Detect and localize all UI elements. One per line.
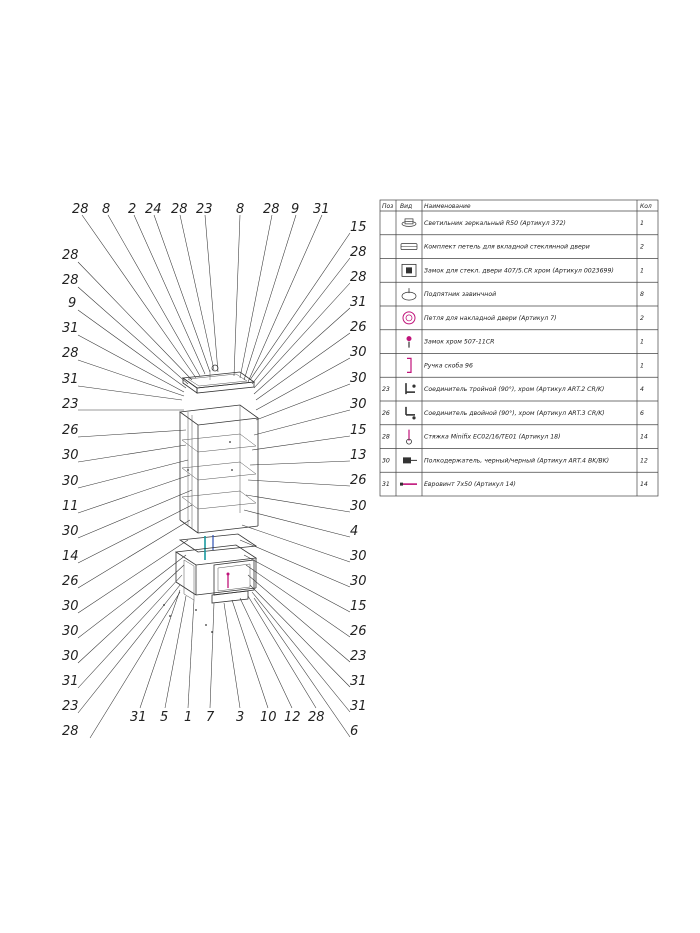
overlay-hinge-icon (403, 312, 415, 324)
row-qty: 2 (640, 314, 644, 322)
chrome-lock-icon (407, 336, 412, 348)
callout-label: 23 (62, 699, 79, 714)
callout-label: 30 (62, 524, 79, 539)
callout-label: 7 (206, 710, 215, 725)
callout-label: 1 (184, 710, 193, 725)
row-name: Замок хром 507-11CR (424, 338, 495, 346)
callout-label: 3 (236, 710, 245, 725)
callout-label: 31 (130, 710, 147, 725)
row-name: Подпятник завинчной (424, 291, 497, 299)
row-qty: 2 (640, 243, 644, 251)
row-qty: 6 (640, 409, 644, 417)
callout-label: 28 (62, 248, 79, 263)
row-qty: 1 (640, 219, 644, 227)
callout-label: 30 (62, 448, 79, 463)
callout-label: 28 (308, 710, 325, 725)
callout-label: 30 (62, 474, 79, 489)
callout-label: 28 (263, 202, 280, 217)
callout-label: 13 (350, 448, 367, 463)
callout-label: 8 (102, 202, 111, 217)
callout-label: 28 (171, 202, 188, 217)
callout-label: 30 (62, 649, 79, 664)
row-pos: 26 (382, 409, 390, 417)
exploded-cabinet-drawing (163, 365, 258, 633)
callout-label: 5 (160, 710, 169, 725)
callout-label: 14 (62, 549, 79, 564)
callout-label: 30 (350, 499, 367, 514)
callout-label: 30 (350, 549, 367, 564)
table-header-view: Вид (400, 203, 413, 210)
row-qty: 14 (640, 433, 648, 441)
callout-label: 24 (145, 202, 162, 217)
callout-label: 26 (350, 320, 367, 335)
callout-label: 31 (62, 674, 79, 689)
callout-label: 23 (350, 649, 367, 664)
double-connector-icon (406, 407, 416, 420)
table-header-name: Наименование (424, 203, 471, 210)
callout-label: 6 (350, 724, 359, 739)
callout-label: 31 (62, 372, 79, 387)
callout-label: 26 (62, 423, 79, 438)
callout-label: 15 (350, 220, 367, 235)
table-header-qty: Кол (640, 203, 652, 210)
table-row (382, 407, 644, 420)
callout-label: 8 (236, 202, 245, 217)
callout-label: 30 (350, 397, 367, 412)
callout-label: 2 (128, 202, 137, 217)
leader-lines (78, 215, 350, 738)
row-pos: 30 (382, 457, 390, 465)
callout-label: 31 (62, 321, 79, 336)
table-row (402, 219, 644, 227)
row-qty: 4 (640, 386, 644, 394)
row-pos: 23 (382, 386, 390, 394)
callouts-left (62, 248, 79, 739)
callout-label: 31 (313, 202, 330, 217)
row-name: Соединитель тройной (90°), хром (Артикул ART.2 CR/K) (424, 386, 605, 394)
callout-label: 31 (350, 295, 367, 310)
row-name: Соединитель двойной (90°), хром (Артикул ART.3 CR/K) (424, 409, 605, 417)
callout-label: 28 (72, 202, 89, 217)
callout-label: 28 (62, 346, 79, 361)
glass-hinge-icon (401, 244, 417, 250)
callout-label: 23 (62, 397, 79, 412)
callout-label: 23 (196, 202, 213, 217)
callout-label: 12 (284, 710, 301, 725)
shelf-holder-icon (403, 457, 417, 463)
table-row (403, 312, 644, 324)
row-pos: 28 (382, 433, 390, 441)
callouts-top (72, 202, 330, 217)
callout-label: 11 (62, 499, 79, 514)
callout-label: 15 (350, 599, 367, 614)
row-qty: 8 (640, 291, 644, 299)
triple-connector-icon (406, 383, 416, 394)
shelf-support-icon (402, 288, 416, 300)
row-name: Замок для стекл. двери 407/5.CR хром (Артикул 0023699) (424, 267, 614, 275)
recessed-light-icon (402, 219, 416, 227)
row-qty: 14 (640, 481, 648, 489)
table-row (407, 358, 644, 372)
bracket-handle-icon (407, 358, 411, 372)
callout-label: 30 (350, 345, 367, 360)
row-name: Петля для накладной двери (Артикул 7) (424, 314, 557, 322)
glass-lock-icon (402, 264, 416, 276)
callout-label: 10 (260, 710, 277, 725)
callout-label: 30 (350, 371, 367, 386)
row-name: Стяжка Minifix EC02/16/TE01 (Артикул 18) (424, 433, 561, 441)
callouts-bottom (130, 710, 325, 725)
row-qty: 1 (640, 338, 644, 346)
row-name: Полкодержатель, черный/черный (Артикул ART.4 BK/BK) (424, 457, 610, 465)
callout-label: 28 (62, 273, 79, 288)
callout-label: 9 (68, 296, 77, 311)
minifix-screw-icon (407, 430, 412, 445)
callout-label: 26 (350, 624, 367, 639)
callout-label: 28 (350, 270, 367, 285)
callout-label: 28 (350, 245, 367, 260)
callout-label: 30 (62, 599, 79, 614)
callout-label: 26 (350, 473, 367, 488)
callout-label: 30 (350, 574, 367, 589)
row-name: Комплект петель для вкладной стеклянной двери (424, 243, 590, 251)
callout-label: 30 (62, 624, 79, 639)
row-name: Светильник зеркальный R50 (Артикул 372) (424, 219, 566, 227)
table-row (401, 244, 644, 251)
euro-screw-icon (400, 483, 417, 486)
row-name: Евровинт 7х50 (Артикул 14) (424, 481, 516, 489)
callout-label: 26 (62, 574, 79, 589)
callout-label: 31 (350, 674, 367, 689)
callout-label: 15 (350, 423, 367, 438)
callout-label: 9 (291, 202, 300, 217)
row-qty: 1 (640, 267, 644, 275)
callout-label: 28 (62, 724, 79, 739)
row-name: Ручка скоба 96 (424, 362, 473, 370)
table-row (402, 264, 644, 276)
table-row (407, 336, 644, 348)
callout-label: 31 (350, 699, 367, 714)
table-header-pos: Поз (382, 203, 394, 210)
callout-label: 4 (350, 524, 359, 539)
table-row (402, 288, 644, 300)
row-qty: 1 (640, 362, 644, 370)
parts-table (380, 200, 658, 496)
row-qty: 12 (640, 457, 648, 465)
callouts-right (350, 220, 367, 739)
row-pos: 31 (382, 481, 390, 489)
table-row (382, 383, 644, 394)
